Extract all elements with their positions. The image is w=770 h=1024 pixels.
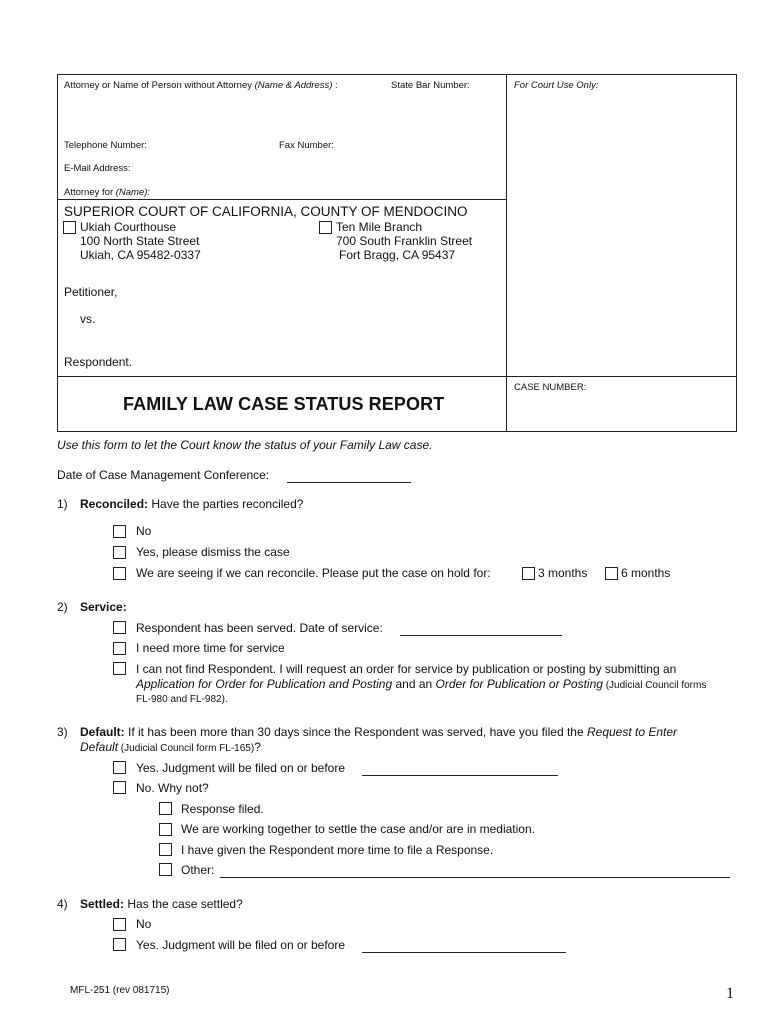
s2-cannot-find-line2: [136, 677, 706, 691]
s1-number: 1): [57, 497, 68, 511]
s2-served-label: Respondent has been served. Date of service:: [136, 621, 383, 635]
s1-dismiss-label: Yes, please dismiss the case: [136, 545, 290, 559]
s2-cannot-find-line1: I can not find Respondent. I will request an order for service by publication or posting by submitting an: [136, 662, 677, 676]
tenmile-city: Fort Bragg, CA 95437: [339, 248, 456, 262]
s1-dismiss-checkbox[interactable]: [113, 546, 126, 559]
cmc-label: Date of Case Management Conference:: [57, 468, 270, 482]
vs-label: vs.: [80, 312, 96, 326]
form-title: FAMILY LAW CASE STATUS REPORT: [123, 394, 445, 414]
s1-heading: Reconciled:: [80, 497, 149, 511]
attorney-label-colon: :: [335, 80, 338, 91]
s1-heading-row: [80, 497, 303, 511]
s3-response-filed-checkbox[interactable]: [159, 802, 172, 815]
ukiah-name: Ukiah Courthouse: [80, 220, 177, 234]
telephone-label: Telephone Number:: [64, 140, 147, 151]
court-use-label: For Court Use Only:: [514, 80, 599, 91]
ukiah-checkbox[interactable]: [63, 221, 76, 234]
s3-line1: [80, 725, 677, 739]
s3-line2: [80, 740, 261, 754]
form-id: MFL-251 (rev 081715): [70, 985, 170, 996]
s4-number: 4): [57, 897, 68, 911]
s3-response-filed-label: Response filed.: [181, 802, 264, 816]
s2-more-time-label: I need more time for service: [136, 641, 285, 655]
s1-reconcile-label: We are seeing if we can reconcile. Please put the case on hold for:: [136, 566, 491, 580]
s4-question: Has the case settled?: [127, 897, 243, 911]
tenmile-checkbox[interactable]: [319, 221, 332, 234]
s1-6months-label: 6 months: [621, 566, 671, 580]
s2-number: 2): [57, 600, 68, 614]
s2-heading: Service:: [80, 600, 127, 614]
court-name: SUPERIOR COURT OF CALIFORNIA, COUNTY OF MENDOCINO: [64, 204, 468, 219]
s3-yes-label: Yes. Judgment will be filed on or before: [136, 761, 346, 775]
s3-more-time-label: I have given the Respondent more time to file a Response.: [181, 843, 494, 857]
s3-jc-form: (Judicial Council form FL-165): [118, 743, 255, 754]
ukiah-city: Ukiah, CA 95482-0337: [80, 248, 201, 262]
attorney-for-text: Attorney for: [64, 187, 114, 198]
s1-3months-checkbox[interactable]: [522, 567, 535, 580]
s3-default-word: Default: [80, 740, 119, 754]
intro-text: Use this form to let the Court know the status of your Family Law case.: [57, 438, 433, 452]
s1-no-label: No: [136, 524, 152, 538]
ukiah-street: 100 North State Street: [80, 234, 200, 248]
s3-more-time-checkbox[interactable]: [159, 843, 172, 856]
fax-label: Fax Number:: [279, 140, 334, 151]
page-number: 1: [726, 985, 734, 1002]
s3-other-label: Other:: [181, 863, 215, 877]
respondent-label: Respondent.: [64, 355, 133, 369]
email-label: E-Mail Address:: [64, 163, 131, 174]
s2-cannot-find-checkbox[interactable]: [113, 662, 126, 675]
state-bar-label: State Bar Number:: [391, 80, 470, 91]
s3-judgment-date-field[interactable]: [362, 775, 558, 776]
tenmile-name: Ten Mile Branch: [336, 220, 423, 234]
s3-number: 3): [57, 725, 68, 739]
cmc-date-field[interactable]: [287, 482, 411, 483]
s4-yes-label: Yes. Judgment will be filed on or before: [136, 938, 346, 952]
s4-judgment-date-field[interactable]: [362, 952, 566, 953]
s3-request-form: Request to Enter: [586, 725, 678, 739]
s3-text: If it has been more than 30 days since the Respondent was served, have you filed the: [128, 725, 584, 739]
s3-question-mark: ?: [254, 740, 261, 754]
s4-no-checkbox[interactable]: [113, 918, 126, 931]
s3-settle-checkbox[interactable]: [159, 823, 172, 836]
s3-other-checkbox[interactable]: [159, 863, 172, 876]
s2-cannot-find-line3: FL-980 and FL-982).: [136, 694, 228, 705]
tenmile-street: 700 South Franklin Street: [336, 234, 473, 248]
s3-heading: Default:: [80, 725, 125, 739]
s1-reconcile-checkbox[interactable]: [113, 567, 126, 580]
s3-no-label: No. Why not?: [136, 781, 209, 795]
s2-and: and an: [392, 677, 436, 691]
attorney-label-text: Attorney or Name of Person without Attorney: [64, 80, 252, 91]
s4-heading: Settled:: [80, 897, 125, 911]
s1-3months-label: 3 months: [538, 566, 588, 580]
s1-6months-checkbox[interactable]: [605, 567, 618, 580]
petitioner-label: Petitioner,: [64, 285, 118, 299]
s3-settle-label: We are working together to settle the case and/or are in mediation.: [181, 822, 535, 836]
s4-no-label: No: [136, 917, 152, 931]
s1-question: Have the parties reconciled?: [151, 497, 304, 511]
s3-yes-checkbox[interactable]: [113, 761, 126, 774]
s2-jc-forms: (Judicial Council forms: [602, 680, 707, 691]
s2-served-checkbox[interactable]: [113, 621, 126, 634]
s2-more-time-checkbox[interactable]: [113, 642, 126, 655]
attorney-label-paren: (Name & Address): [254, 80, 333, 91]
attorney-for-label: [64, 187, 150, 198]
attorney-for-paren: (Name):: [115, 187, 151, 198]
s2-service-date-field[interactable]: [400, 635, 562, 636]
s2-order-form-name: Order for Publication or Posting: [435, 677, 603, 691]
s4-yes-checkbox[interactable]: [113, 938, 126, 951]
s1-no-checkbox[interactable]: [113, 525, 126, 538]
s4-heading-row: [80, 897, 243, 911]
s3-other-field[interactable]: [220, 877, 730, 878]
s3-no-checkbox[interactable]: [113, 781, 126, 794]
s2-app-form-name: Application for Order for Publication and Posting: [136, 677, 393, 691]
case-number-label: CASE NUMBER:: [514, 382, 587, 393]
attorney-label: [64, 80, 338, 91]
